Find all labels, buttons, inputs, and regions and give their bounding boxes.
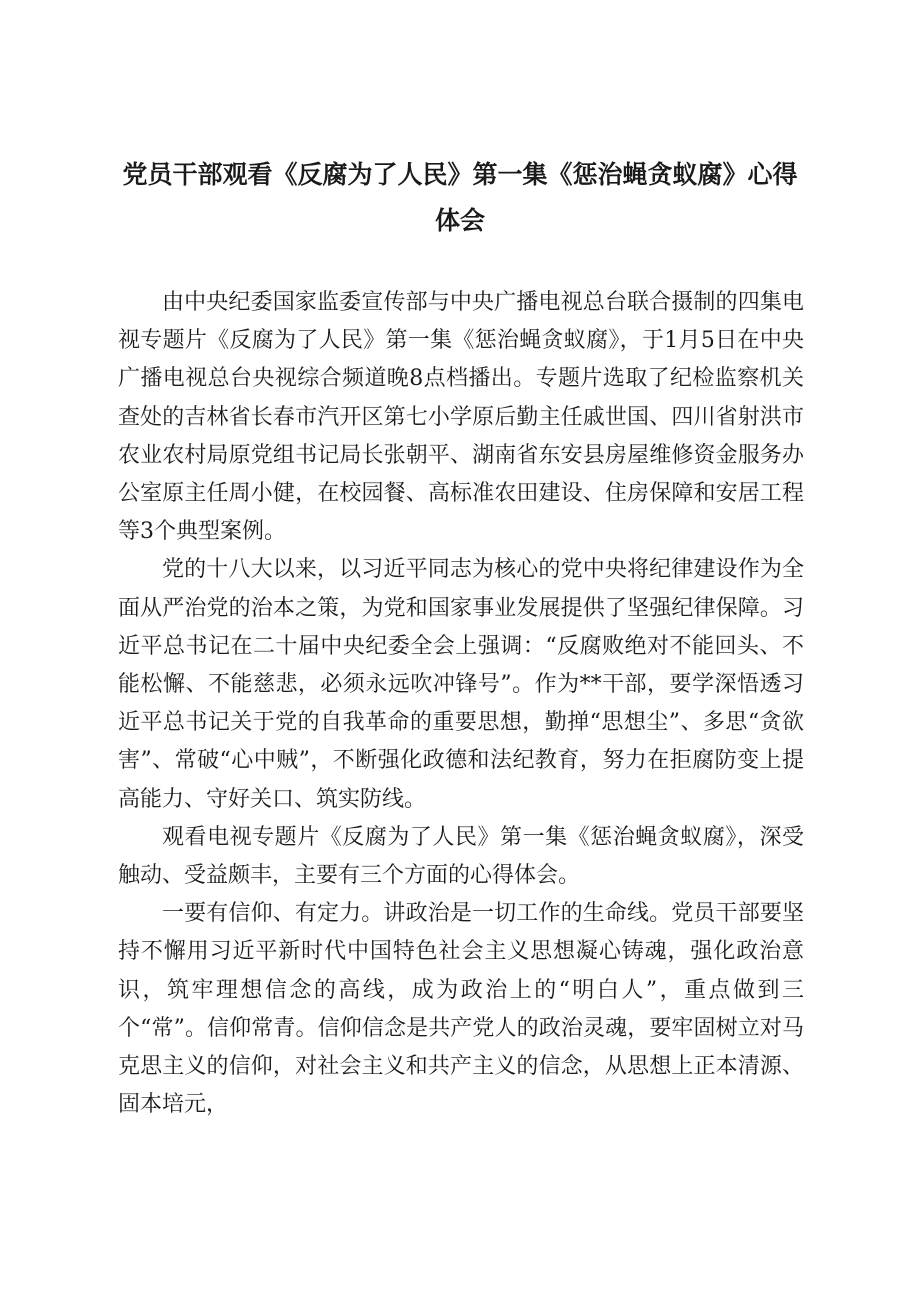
document-body bbox=[118, 284, 804, 1124]
paragraph: 观看电视专题片《反腐为了人民》第一集《惩治蝇贪蚁腐》，深受触动、受益颇丰，主要有三个方面的心得体会。 bbox=[118, 824, 804, 889]
document-title: 党员干部观看《反腐为了人民》第一集《惩治蝇贪蚁腐》心得体会 bbox=[122, 160, 798, 235]
paragraph: 一要有信仰、有定力。讲政治是一切工作的生命线。党员干部要坚持不懈用习近平新时代中国特色社会主义思想凝心铸魂，强化政治意识，筑牢理想信念的高线，成为政治上的“明白人”，重点做到三个“常”。信仰常青。信仰信念是共产党人的政治灵魂，要牢固树立对马克思主义的信仰，对社会主义和共产主义的信念，从思想上正本清源、固本培元， bbox=[118, 901, 804, 1118]
paragraph: 由中央纪委国家监委宣传部与中央广播电视总台联合摄制的四集电视专题片《反腐为了人民》第一集《惩治蝇贪蚁腐》，于1月5日在中央广播电视总台央视综合频道晚8点档播出。专题片选取了纪检监察机关查处的吉林省长春市汽开区第七小学原后勤主任戚世国、四川省射洪市农业农村局原党组书记局长张朝平、湖南省东安县房屋维修资金服务办公室原主任周小健，在校园餐、高标准农田建设、住房保障和安居工程等3个典型案例。 bbox=[118, 290, 804, 545]
paragraph: 党的十八大以来，以习近平同志为核心的党中央将纪律建设作为全面从严治党的治本之策，为党和国家事业发展提供了坚强纪律保障。习近平总书记在二十届中央纪委全会上强调：“反腐败绝对不能回头、不能松懈、不能慈悲，必须永远吹冲锋号”。作为**干部，要学深悟透习近平总书记关于党的自我革命的重要思想，勤掸“思想尘”、多思“贪欲害”、常破“心中贼”，不断强化政德和法纪教育，努力在拒腐防变上提高能力、守好关口、筑实防线。 bbox=[118, 557, 804, 812]
